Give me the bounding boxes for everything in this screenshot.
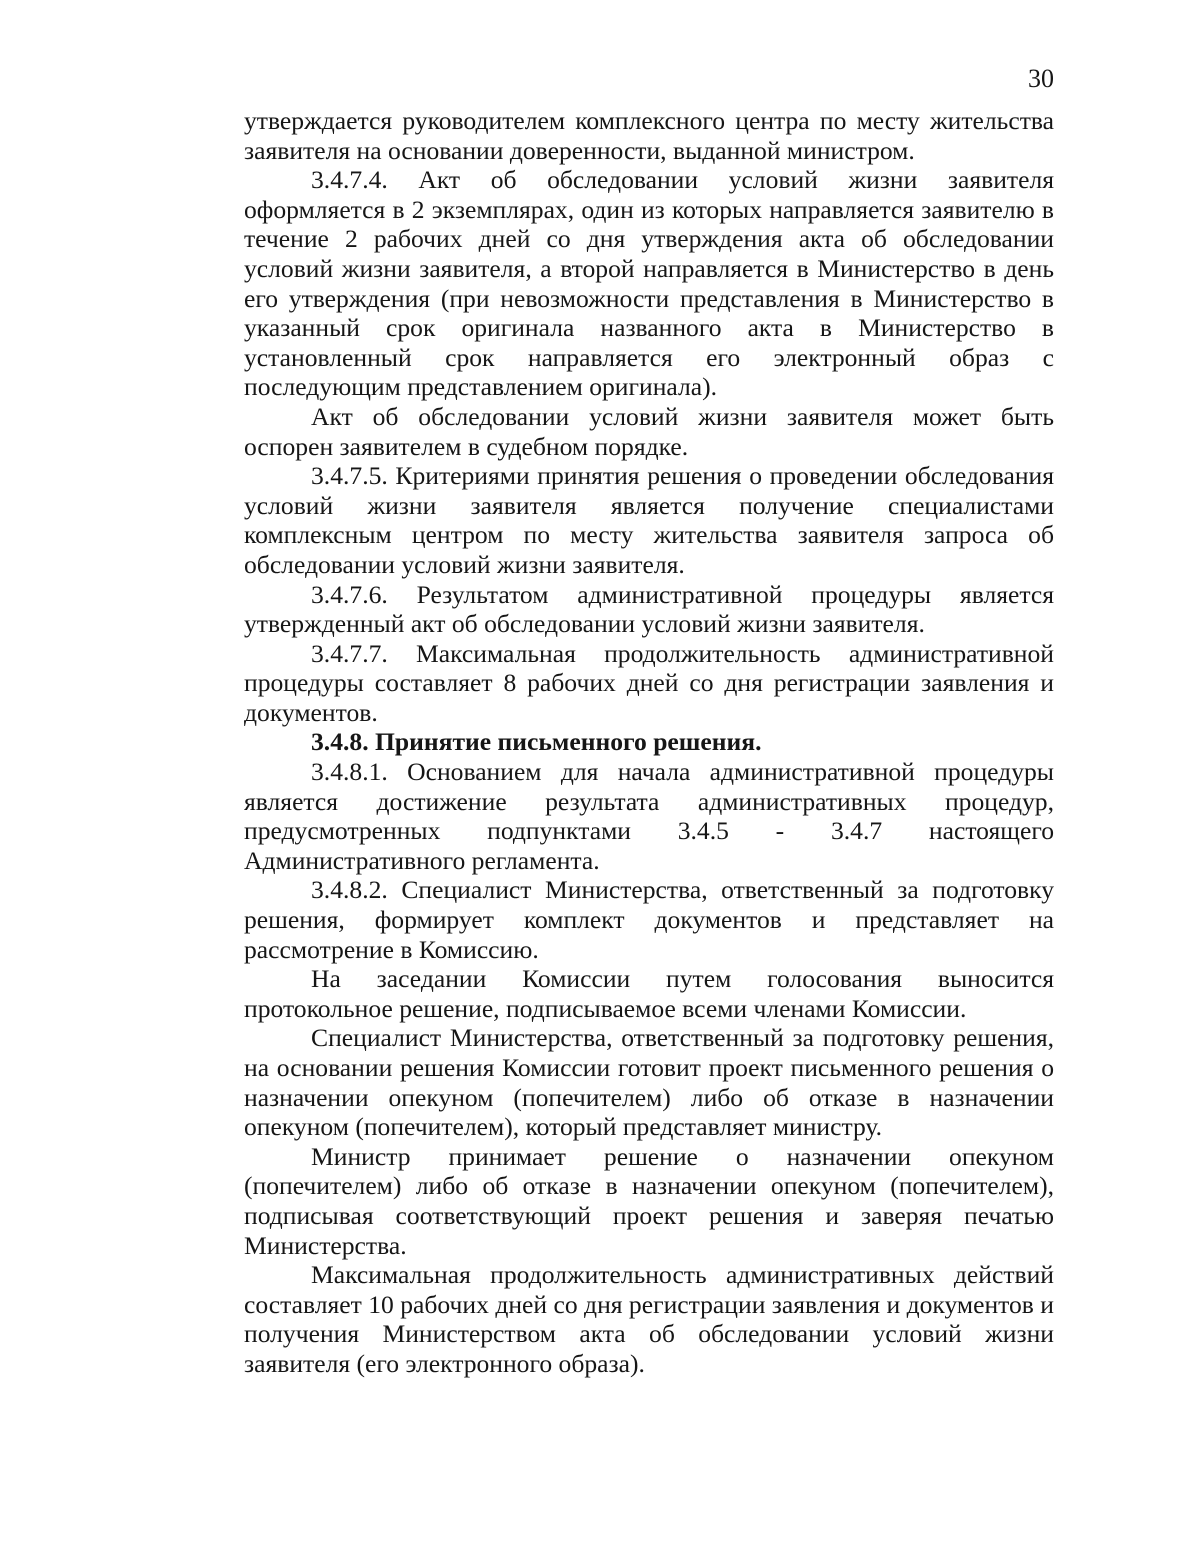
paragraph-3-4-7-5: 3.4.7.5. Критериями принятия решения о проведении обследования условий жизни заявителя является получение специалистами комплексным центром по месту жительства заявителя запроса об обследовании условий жизни заявителя. <box>244 461 1054 579</box>
page-number: 30 <box>1028 64 1054 93</box>
paragraph-act-appeal: Акт об обследовании условий жизни заявителя может быть оспорен заявителем в судебном порядке. <box>244 401 1054 461</box>
section-heading-3-4-8: 3.4.8. Принятие письменного решения. <box>311 727 762 757</box>
paragraph-continuation: утверждается руководителем комплексного центра по месту жительства заявителя на основании доверенности, выданной министром. <box>244 106 1054 165</box>
paragraph-3-4-8-2: 3.4.8.2. Специалист Министерства, ответственный за подготовку решения, формирует комплект документов и представляет на рассмотрение в Комиссию. <box>244 875 1054 964</box>
paragraph-commission-vote: На заседании Комиссии путем голосования выносится протокольное решение, подписываемое всеми членами Комиссии. <box>244 964 1054 1023</box>
document-body <box>244 106 1054 1379</box>
paragraph-minister-decision: Министр принимает решение о назначении опекуном (попечителем) либо об отказе в назначении опекуном (попечителем), подписывая соответствующий проект решения и заверяя печатью Министерства. <box>244 1141 1054 1260</box>
paragraph-3-4-8-1: 3.4.8.1. Основанием для начала административной процедуры является достижение результата административных процедур, предусмотренных подпунктами 3.4.5 - 3.4.7 настоящего Административного регламента. <box>244 757 1054 875</box>
paragraph-3-4-7-6: 3.4.7.6. Результатом административной процедуры является утвержденный акт об обследовании условий жизни заявителя. <box>244 579 1054 639</box>
paragraph-3-4-7-4: 3.4.7.4. Акт об обследовании условий жизни заявителя оформляется в 2 экземплярах, один из которых направляется заявителю в течение 2 рабочих дней со дня утверждения акта об обследовании условий жизни заявителя, а второй направляется в Министерство в день его утверждения (при невозможности представления в Министерство в указанный срок оригинала названного акта в Министерство в установленный срок направляется его электронный образ с последующим представлением оригинала). <box>244 165 1054 402</box>
paragraph-3-4-7-7: 3.4.7.7. Максимальная продолжительность административной процедуры составляет 8 рабочих дней со дня регистрации заявления и документов. <box>244 638 1054 727</box>
paragraph-max-duration: Максимальная продолжительность административных действий составляет 10 рабочих дней со дня регистрации заявления и документов и получения Министерством акта об обследовании условий жизни заявителя (его электронного образа). <box>244 1260 1054 1378</box>
paragraph-draft-decision: Специалист Министерства, ответственный за подготовку решения, на основании решения Комиссии готовит проект письменного решения о назначении опекуном (попечителем) либо об отказе в назначении опекуном (попечителем), который представляет министру. <box>244 1023 1054 1142</box>
